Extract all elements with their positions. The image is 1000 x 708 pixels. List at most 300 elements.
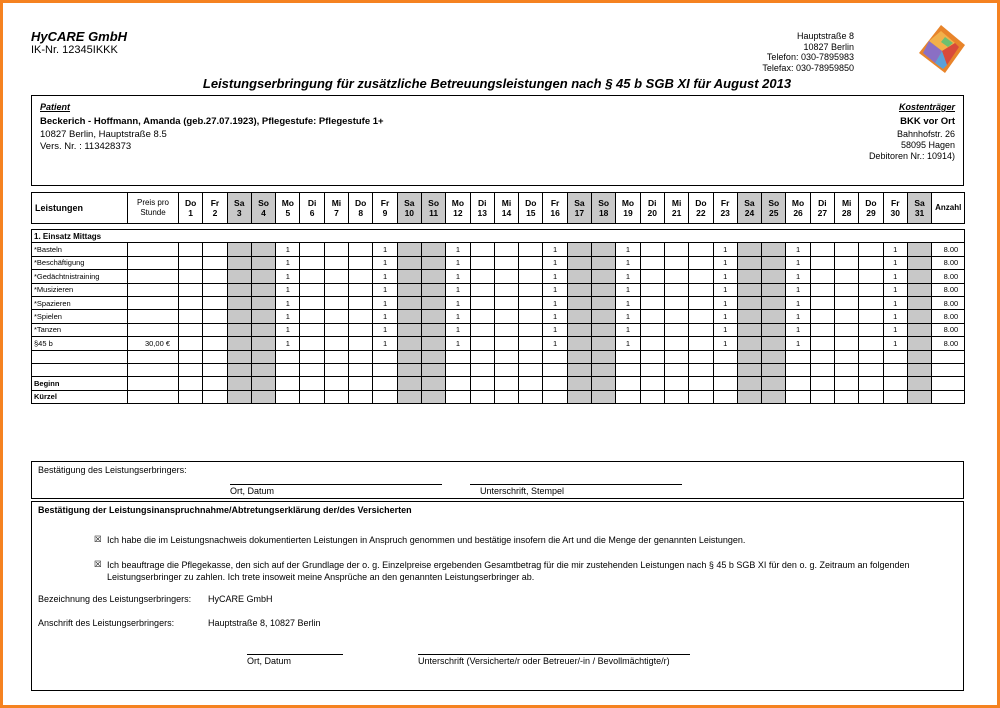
day-cell [640,243,664,256]
day-cell [689,243,713,256]
checkbox-checked-icon[interactable]: ☒ [94,534,102,544]
day-cell [567,337,591,350]
day-cell [567,390,591,403]
provider-address-label: Anschrift des Leistungserbringers: [38,618,175,628]
day-cell [907,296,931,309]
place-date-label: Ort, Datum [247,656,292,666]
day-cell [762,337,786,350]
table-row [32,337,965,350]
day-cell: 1 [616,283,640,296]
day-cell [421,377,445,390]
day-cell [762,310,786,323]
day-cell [713,390,737,403]
day-cell [227,390,251,403]
day-cell: 1 [616,323,640,336]
day-cell [835,243,859,256]
day-cell [592,270,616,283]
day-cell [397,256,421,269]
day-cell [883,390,907,403]
day-cell [324,377,348,390]
day-cell [810,337,834,350]
day-cell: 1 [373,243,397,256]
day-cell [324,310,348,323]
day-number: 12 [453,208,463,218]
day-cell [324,363,348,376]
day-cell [397,270,421,283]
day-cell [835,323,859,336]
checkbox-checked-icon[interactable]: ☒ [94,559,102,569]
day-cell [907,270,931,283]
day-cell [762,243,786,256]
service-table [31,192,965,404]
day-cell [737,390,761,403]
patient-label: Patient [40,102,71,112]
day-cell [664,363,688,376]
day-cell: 1 [373,337,397,350]
header-day-17 [567,193,591,224]
day-cell [203,270,227,283]
header-day-3 [227,193,251,224]
day-cell [349,283,373,296]
day-cell [373,377,397,390]
day-cell [592,243,616,256]
day-cell [737,337,761,350]
insured-confirmation-box [31,501,964,691]
day-cell: 1 [543,270,567,283]
day-cell [324,350,348,363]
day-cell [470,390,494,403]
service-name: *Musizieren [32,283,128,296]
day-cell [179,270,203,283]
day-cell [179,337,203,350]
day-cell [349,256,373,269]
day-cell [179,243,203,256]
service-price [128,243,179,256]
day-cell [300,350,324,363]
day-cell [203,296,227,309]
day-cell [713,377,737,390]
header-day-31 [907,193,931,224]
company-name: HyCARE GmbH [31,29,128,44]
day-cell: 1 [616,270,640,283]
day-cell [421,270,445,283]
day-cell [446,377,470,390]
day-cell [324,296,348,309]
day-cell [640,310,664,323]
day-cell [883,363,907,376]
day-cell [519,363,543,376]
day-cell [519,377,543,390]
weekday-label: So [428,198,440,208]
weekday-label: So [768,198,780,208]
day-cell [616,377,640,390]
empty-cell [932,377,965,390]
weekday-label: Do [184,198,197,208]
day-number: 2 [212,208,218,218]
day-cell [762,390,786,403]
day-cell [397,283,421,296]
day-cell [349,323,373,336]
day-cell [713,350,737,363]
day-cell: 1 [276,256,300,269]
day-cell: 1 [446,270,470,283]
day-cell [810,350,834,363]
day-cell [227,363,251,376]
day-cell [859,256,883,269]
day-cell [762,323,786,336]
row-label [32,363,128,376]
day-cell: 1 [446,283,470,296]
day-cell [421,323,445,336]
day-cell [397,296,421,309]
service-name: *Spazieren [32,296,128,309]
header-day-14 [494,193,518,224]
header-day-25 [762,193,786,224]
weekday-label: Mi [501,198,512,208]
day-cell [835,337,859,350]
day-cell [421,310,445,323]
day-cell [762,377,786,390]
day-cell: 1 [543,243,567,256]
day-cell [592,337,616,350]
day-cell: 1 [446,296,470,309]
day-cell [737,323,761,336]
day-cell [421,350,445,363]
empty-cell [128,377,179,390]
day-cell [835,283,859,296]
day-cell: 1 [883,243,907,256]
day-cell [519,323,543,336]
weekday-label: Fr [720,198,730,208]
day-cell [349,390,373,403]
day-cell [300,337,324,350]
day-cell [762,363,786,376]
day-cell [786,350,810,363]
day-cell [664,323,688,336]
day-cell [421,390,445,403]
header-day-13 [470,193,494,224]
day-cell [616,350,640,363]
day-cell [373,350,397,363]
day-cell [349,270,373,283]
day-cell [640,377,664,390]
day-number: 20 [647,208,658,218]
day-cell: 1 [786,323,810,336]
day-cell [567,323,591,336]
signature-line [418,654,690,655]
day-cell [664,337,688,350]
day-cell [276,390,300,403]
day-cell [397,390,421,403]
insured-signature-label: Unterschrift (Versicherte/r oder Betreuer/-in / Bevollmächtigte/r) [418,656,670,666]
table-row [32,390,965,403]
day-cell [203,377,227,390]
day-cell [494,390,518,403]
day-cell [349,350,373,363]
day-cell [179,323,203,336]
day-cell [203,337,227,350]
day-cell [227,377,251,390]
day-cell [179,296,203,309]
day-cell [276,350,300,363]
day-cell [810,390,834,403]
day-cell [835,350,859,363]
day-cell: 1 [883,256,907,269]
header-day-16 [543,193,567,224]
day-cell [859,270,883,283]
service-count: 8.00 [932,256,965,269]
day-cell [640,390,664,403]
day-cell: 1 [786,296,810,309]
day-cell [227,350,251,363]
service-price [128,323,179,336]
day-cell [179,256,203,269]
day-cell: 1 [616,296,640,309]
day-cell [251,296,275,309]
day-number: 28 [841,208,852,218]
day-cell [907,283,931,296]
header-day-26 [786,193,810,224]
day-cell [227,337,251,350]
day-cell [616,363,640,376]
day-number: 26 [793,208,803,218]
day-cell: 1 [276,337,300,350]
day-cell: 1 [276,243,300,256]
day-cell [907,310,931,323]
day-cell [835,310,859,323]
confirmation-text-1: Ich habe die im Leistungsnachweis dokumentierten Leistungen in Anspruch genommen und bestätige insofern die Art und die Menge der genannten Leistungen. [107,535,746,545]
day-cell [519,310,543,323]
day-cell [810,323,834,336]
day-cell [810,283,834,296]
day-cell [494,363,518,376]
weekday-label: Fr [210,198,220,208]
day-cell [179,310,203,323]
day-cell [470,350,494,363]
day-cell [664,270,688,283]
day-cell [689,323,713,336]
day-cell [179,363,203,376]
day-cell [689,296,713,309]
day-cell [494,243,518,256]
day-cell [494,323,518,336]
day-cell [446,350,470,363]
day-cell: 1 [713,323,737,336]
service-price [128,256,179,269]
day-cell [276,363,300,376]
header-day-23 [713,193,737,224]
day-cell [762,256,786,269]
day-cell [397,243,421,256]
day-cell: 1 [883,337,907,350]
day-cell [543,350,567,363]
day-cell [859,243,883,256]
header-preis-line: Preis pro [136,198,169,207]
day-cell [689,283,713,296]
day-cell: 1 [616,337,640,350]
day-cell [446,390,470,403]
header-preis [128,193,179,224]
day-cell [251,377,275,390]
day-number: 1 [188,208,194,218]
day-cell [907,243,931,256]
day-cell [664,390,688,403]
header-day-30 [883,193,907,224]
day-cell [324,256,348,269]
day-cell [567,377,591,390]
day-cell [689,350,713,363]
day-cell [640,296,664,309]
day-cell: 1 [883,283,907,296]
header-leistungen: Leistungen [32,193,128,224]
day-cell: 1 [786,256,810,269]
weekday-label: Sa [404,198,415,208]
day-cell [519,337,543,350]
table-row [32,323,965,336]
day-cell: 1 [883,296,907,309]
ik-number: IK-Nr. 12345IKKK [31,44,118,56]
header-day-20 [640,193,664,224]
weekday-label: Do [355,198,367,208]
header-day-9 [373,193,397,224]
place-date-label: Ort, Datum [230,486,275,496]
day-cell [762,270,786,283]
day-cell [300,283,324,296]
day-cell [179,350,203,363]
day-cell: 1 [543,283,567,296]
day-cell: 1 [373,256,397,269]
day-cell [592,377,616,390]
day-cell [859,363,883,376]
day-cell [397,310,421,323]
service-name: §45 b [32,337,128,350]
empty-cell [932,390,965,403]
day-cell [519,390,543,403]
day-cell [737,243,761,256]
service-count: 8.00 [932,243,965,256]
day-cell [519,270,543,283]
day-cell [421,283,445,296]
service-price [128,283,179,296]
day-cell [300,243,324,256]
day-cell [592,283,616,296]
day-cell [737,296,761,309]
day-cell [567,363,591,376]
row-label: Kürzel [32,390,128,403]
day-cell [470,256,494,269]
day-number: 19 [623,208,633,218]
day-cell [203,243,227,256]
day-number: 3 [236,208,242,218]
day-cell [640,337,664,350]
weekday-label: Mo [791,198,805,208]
service-count: 8.00 [932,337,965,350]
day-cell [907,337,931,350]
header-day-18 [592,193,616,224]
day-cell [276,377,300,390]
day-cell [300,310,324,323]
document-title: Leistungserbringung für zusätzliche Betreuungsleistungen nach § 45 b SGB XI für August 2013 [202,76,792,91]
day-cell [616,390,640,403]
day-cell [762,296,786,309]
day-cell [349,337,373,350]
day-cell [203,283,227,296]
address-line: 10827 Berlin [803,41,854,52]
day-cell [300,256,324,269]
header-day-4 [251,193,275,224]
day-cell [397,377,421,390]
day-number: 13 [477,208,487,218]
header-day-1 [179,193,203,224]
day-cell [713,363,737,376]
day-number: 27 [817,208,828,218]
day-cell [179,390,203,403]
table-row [32,377,965,390]
header-day-27 [810,193,834,224]
weekday-label: Di [307,198,317,208]
day-cell [689,270,713,283]
day-cell [446,363,470,376]
day-cell [859,283,883,296]
day-cell [883,350,907,363]
day-cell [324,283,348,296]
patient-address: 10827 Berlin, Hauptstraße 8.5 [40,129,167,140]
day-number: 5 [285,208,291,218]
day-cell [251,270,275,283]
table-row [32,310,965,323]
day-cell: 1 [543,296,567,309]
day-cell [859,377,883,390]
signature-line [230,484,442,485]
day-cell: 1 [883,323,907,336]
day-cell [227,296,251,309]
service-price [128,270,179,283]
day-cell [640,256,664,269]
day-cell [203,390,227,403]
day-cell [203,310,227,323]
header-day-29 [859,193,883,224]
day-cell [494,283,518,296]
day-cell: 1 [446,337,470,350]
day-cell [664,256,688,269]
day-cell [349,310,373,323]
day-cell [349,243,373,256]
day-cell [835,270,859,283]
day-number: 6 [309,208,315,218]
day-cell [251,243,275,256]
empty-cell [128,363,179,376]
day-cell: 1 [786,337,810,350]
day-cell [640,350,664,363]
day-cell [300,363,324,376]
weekday-label: Sa [574,198,585,208]
day-cell [737,350,761,363]
header-preis-line: Stunde [140,208,166,217]
header-day-22 [689,193,713,224]
service-name: *Spielen [32,310,128,323]
day-cell [907,350,931,363]
day-cell [227,256,251,269]
day-cell [664,377,688,390]
header-day-10 [397,193,421,224]
confirmation-text-2b: Leistungserbringer zu zahlen. Ich trete insoweit meine Ansprüche an den genannten Leistungserbringer ab. [107,572,535,582]
day-number: 29 [866,208,876,218]
day-number: 11 [429,208,439,218]
day-cell [592,310,616,323]
service-price [128,310,179,323]
day-cell: 1 [446,310,470,323]
day-cell [689,363,713,376]
